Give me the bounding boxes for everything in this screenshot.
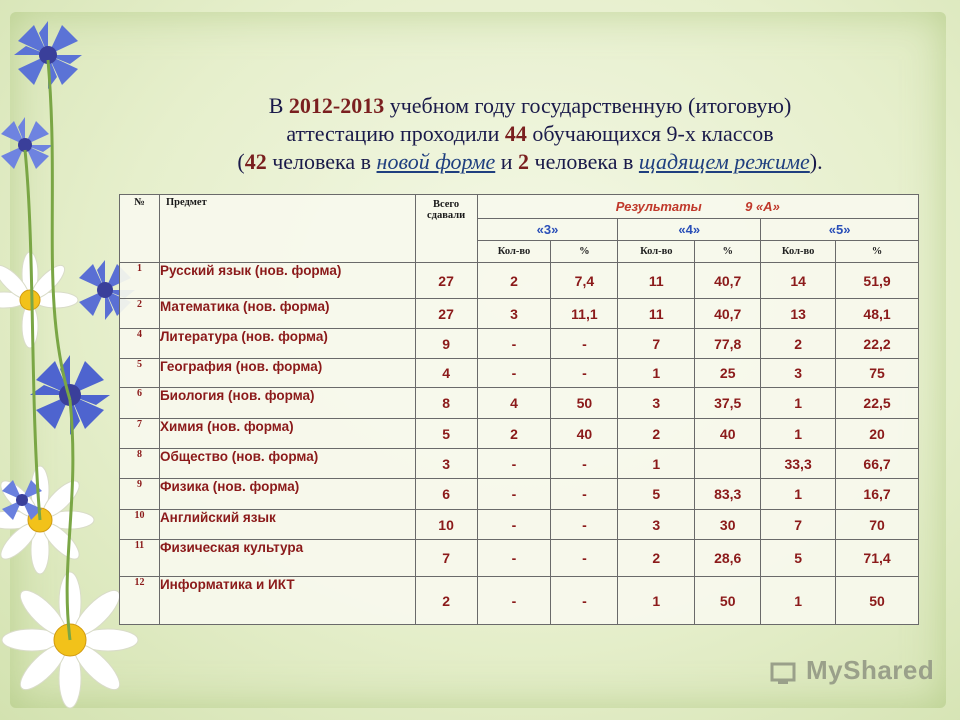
cell-c5: 3: [761, 359, 836, 388]
cell-c4: 11: [618, 299, 695, 329]
cornflower-icon: [1, 21, 135, 520]
cell-total: 9: [415, 329, 477, 359]
cell-p5: 20: [836, 419, 919, 449]
cell-p4: 28,6: [695, 540, 761, 577]
cell-p4: 25: [695, 359, 761, 388]
cell-total: 10: [415, 510, 477, 540]
table-row: [120, 359, 919, 388]
cell-c4: 1: [618, 449, 695, 479]
cell-c5: 2: [761, 329, 836, 359]
subject-cell: Химия (нов. форма): [159, 419, 415, 449]
header-grade-4: «4»: [618, 219, 761, 241]
cell-p4: 37,5: [695, 388, 761, 419]
cell-total: 4: [415, 359, 477, 388]
cell-total: 7: [415, 540, 477, 577]
watermark: MyShared: [806, 655, 935, 685]
cell-c3: 2: [477, 419, 551, 449]
cell-c5: 33,3: [761, 449, 836, 479]
subject-cell: Математика (нов. форма): [159, 299, 415, 329]
header-results: Результаты 9 «А»: [477, 195, 918, 219]
cell-p4: 50: [695, 577, 761, 625]
header-percent-5: %: [836, 241, 919, 263]
cell-p5: 66,7: [836, 449, 919, 479]
cell-p4: 30: [695, 510, 761, 540]
cell-p5: 22,5: [836, 388, 919, 419]
cell-c4: 2: [618, 540, 695, 577]
page-title: [120, 92, 940, 176]
table-row: [120, 449, 919, 479]
cell-c4: 5: [618, 479, 695, 510]
header-grade-3: «3»: [477, 219, 618, 241]
new-form-link[interactable]: новой форме: [376, 149, 496, 174]
cell-p3: 11,1: [551, 299, 618, 329]
cell-c3: -: [477, 577, 551, 625]
table-row: [120, 479, 919, 510]
cell-p5: 70: [836, 510, 919, 540]
cell-p4: 40,7: [695, 299, 761, 329]
cell-p3: -: [551, 540, 618, 577]
subject-cell: Литература (нов. форма): [159, 329, 415, 359]
row-number: 2: [120, 299, 160, 329]
header-count-3: Кол-во: [477, 241, 551, 263]
header-num: №: [120, 195, 160, 263]
cell-p3: -: [551, 359, 618, 388]
row-number: 7: [120, 419, 160, 449]
row-number: 1: [120, 263, 160, 299]
cell-c3: -: [477, 479, 551, 510]
cell-p3: -: [551, 449, 618, 479]
cell-p5: 16,7: [836, 479, 919, 510]
cell-c5: 1: [761, 577, 836, 625]
cell-p5: 75: [836, 359, 919, 388]
cell-total: 27: [415, 263, 477, 299]
cell-total: 8: [415, 388, 477, 419]
cell-p3: 50: [551, 388, 618, 419]
cell-c5: 13: [761, 299, 836, 329]
cell-c4: 1: [618, 359, 695, 388]
row-number: 9: [120, 479, 160, 510]
cell-total: 2: [415, 577, 477, 625]
header-subject: Предмет: [159, 195, 415, 263]
subject-cell: География (нов. форма): [159, 359, 415, 388]
cell-p5: 22,2: [836, 329, 919, 359]
cell-p3: -: [551, 479, 618, 510]
row-number: 5: [120, 359, 160, 388]
row-number: 11: [120, 540, 160, 577]
cell-c4: 11: [618, 263, 695, 299]
cell-c4: 1: [618, 577, 695, 625]
table-row: [120, 510, 919, 540]
cell-c3: -: [477, 540, 551, 577]
cell-c3: 4: [477, 388, 551, 419]
myshared-logo-icon: [770, 660, 800, 686]
row-number: 12: [120, 577, 160, 625]
cell-c3: -: [477, 359, 551, 388]
table-row: [120, 577, 919, 625]
cell-c5: 14: [761, 263, 836, 299]
cell-c4: 2: [618, 419, 695, 449]
cell-c4: 3: [618, 510, 695, 540]
cell-c3: -: [477, 329, 551, 359]
row-number: 10: [120, 510, 160, 540]
cell-c4: 3: [618, 388, 695, 419]
cell-p3: -: [551, 329, 618, 359]
title-line-3: (42 человека в новой форме и 2 человека в щадящем режиме).: [237, 149, 823, 174]
cell-total: 3: [415, 449, 477, 479]
cell-c5: 1: [761, 419, 836, 449]
table-row: [120, 263, 919, 299]
cell-p4: 83,3: [695, 479, 761, 510]
table-row: [120, 540, 919, 577]
cell-c3: 3: [477, 299, 551, 329]
cell-p5: 51,9: [836, 263, 919, 299]
row-number: 6: [120, 388, 160, 419]
subject-cell: Физическая культура: [159, 540, 415, 577]
cell-total: 6: [415, 479, 477, 510]
table-row: [120, 299, 919, 329]
row-number: 8: [120, 449, 160, 479]
cell-p3: 40: [551, 419, 618, 449]
cell-p4: 40,7: [695, 263, 761, 299]
cell-p3: -: [551, 510, 618, 540]
header-percent-3: %: [551, 241, 618, 263]
cell-p4: 40: [695, 419, 761, 449]
header-grade-5: «5»: [761, 219, 919, 241]
row-number: 4: [120, 329, 160, 359]
cell-p5: 50: [836, 577, 919, 625]
header-count-5: Кол-во: [761, 241, 836, 263]
subject-cell: Биология (нов. форма): [159, 388, 415, 419]
cell-total: 5: [415, 419, 477, 449]
cell-c4: 7: [618, 329, 695, 359]
subject-cell: Русский язык (нов. форма): [159, 263, 415, 299]
subject-cell: Физика (нов. форма): [159, 479, 415, 510]
table-row: [120, 329, 919, 359]
cell-c3: 2: [477, 263, 551, 299]
cell-p4: 77,8: [695, 329, 761, 359]
cell-c5: 1: [761, 479, 836, 510]
cell-c3: -: [477, 510, 551, 540]
cell-c5: 7: [761, 510, 836, 540]
header-total: Всего сдавали: [415, 195, 477, 263]
spare-mode-link[interactable]: щадящем режиме: [638, 149, 810, 174]
cell-c5: 5: [761, 540, 836, 577]
header-count-4: Кол-во: [618, 241, 695, 263]
title-line-2: аттестацию проходили 44 обучающихся 9-х классов: [286, 121, 774, 146]
cell-p5: 71,4: [836, 540, 919, 577]
cell-c5: 1: [761, 388, 836, 419]
table-row: [120, 388, 919, 419]
subject-cell: Общество (нов. форма): [159, 449, 415, 479]
table-row: [120, 419, 919, 449]
header-percent-4: %: [695, 241, 761, 263]
cell-total: 27: [415, 299, 477, 329]
subject-cell: Английский язык: [159, 510, 415, 540]
title-line-1: В 2012-2013 учебном году государственную (итоговую): [268, 93, 792, 118]
cell-p5: 48,1: [836, 299, 919, 329]
results-table: [119, 194, 919, 625]
cell-p3: 7,4: [551, 263, 618, 299]
cell-p3: -: [551, 577, 618, 625]
cell-c3: -: [477, 449, 551, 479]
cell-p4: [695, 449, 761, 479]
subject-cell: Информатика и ИКТ: [159, 577, 415, 625]
